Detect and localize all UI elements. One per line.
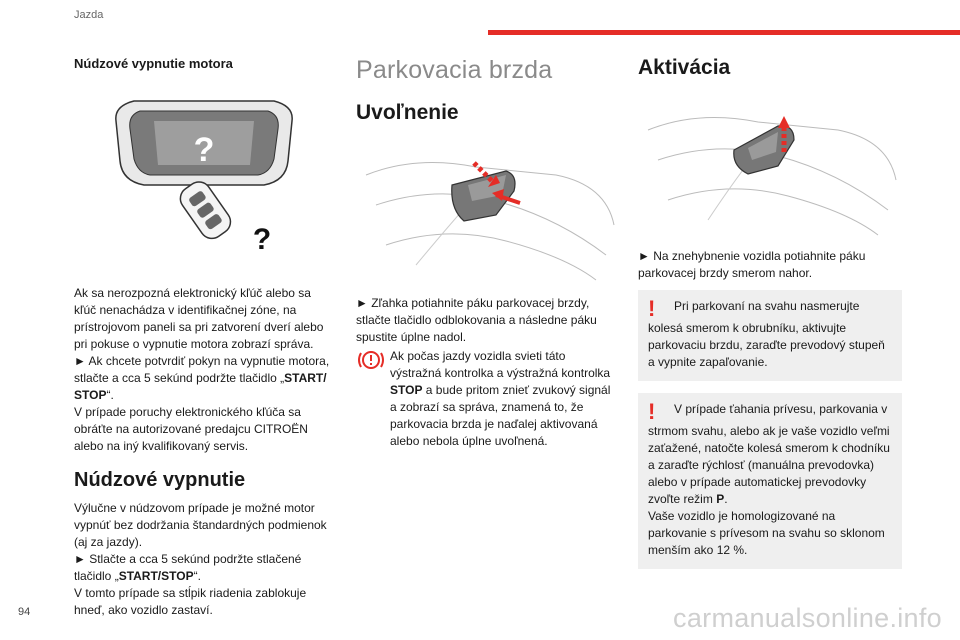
brake-activation-illustration [638, 100, 902, 236]
para-pull-lever: ► Na znehybnenie vozidla potiahnite páku parkovacej brzdy smerom nahor. [638, 249, 866, 280]
heading-emergency-engine-stop: Núdzové vypnutie motora [74, 56, 233, 71]
question-mark-glyph: ? [193, 131, 215, 169]
heading-emergency-stop: Núdzové vypnutie [74, 469, 246, 491]
key-question-mark-glyph: ? [252, 223, 272, 256]
para-key-fault: V prípade poruchy elektronického kľúča sa obráťte na autorizované predajcu CITROËN alebo na iný kvalifikovaný servis. [74, 405, 308, 453]
car-key-illustration [74, 81, 330, 261]
column-emergency-stop [74, 56, 330, 619]
column-activation [638, 56, 902, 569]
para-steering-lock: V tomto prípade sa stĺpik riadenia zablokuje hneď, ako vozidlo zastaví. [74, 586, 307, 617]
section-title-parking-brake: Parkovacia brzda [356, 56, 553, 84]
note-trailer-parking: ! V prípade ťahania prívesu, parkovania v strmom svahu, alebo ak je vaše vozidlo veľmi zaťažené, natočte kolesá smerom k chodníku a zaraďte rýchlosť (manuálna prevodovka) alebo v prípade automatickej prevodovky zvoľte režim P. Vaše vozidlo je homologizované na parkovanie s prívesom na svahu so sklonom menším ako 12 %. [638, 393, 902, 569]
warning-exclamation-icon: ! [648, 296, 656, 321]
para-key-not-detected: Ak sa nerozpozná elektronický kľúč alebo sa kľúč nenachádza v identifikačnej zóne, na prístrojovom paneli sa pri zatvorení dverí alebo pri pokuse o vypnutie motora zobrazí správa. [74, 286, 324, 351]
heading-activation: Aktivácia [638, 56, 731, 79]
brake-release-illustration [356, 145, 618, 285]
note-slope-text: Pri parkovaní na svahu nasmerujte kolesá smerom k obrubníku, aktivujte parkovaciu brzdu, zaraďte prevodový stupeň a vypnite zapaľovanie. [648, 299, 885, 369]
warning-block [356, 348, 618, 450]
para-emergency-only: Výlučne v núdzovom prípade je možné motor vypnúť bez dodržania štandardných podmienok (aj za jazdy). [74, 501, 327, 549]
header-accent-bar [488, 30, 960, 35]
brake-warning-light-icon [356, 348, 390, 377]
para-press-start-stop: ► Stlačte a cca 5 sekúnd podržte stlačené tlačidlo „START/STOP“. [74, 552, 302, 583]
para-warning-light: Ak počas jazdy vozidla svieti táto výstražná kontrolka a výstražná kontrolka STOP a bude pritom znieť zvukový signál a zobrazí sa správa, znamená to, že parkovacia brzda je naďalej aktivovaná alebo nebola úplne uvoľnená. [390, 349, 611, 448]
warning-exclamation-icon: ! [648, 399, 656, 424]
para-release-lever: ► Zľahka potiahnite páku parkovacej brzdy, stlačte tlačidlo odblokovania a následne páku spustite úplne nadol. [356, 296, 597, 344]
heading-release: Uvoľnenie [356, 101, 459, 124]
note-slope-parking [638, 290, 902, 381]
watermark: carmanualsonline.info [673, 603, 942, 633]
column-parking-brake [356, 56, 618, 450]
page-number: 94 [18, 606, 31, 618]
para-confirm-stop: ► Ak chcete potvrdiť pokyn na vypnutie motora, stlačte a cca 5 sekúnd podržte tlačidlo „START/ STOP“. [74, 354, 330, 402]
running-header: Jazda [74, 9, 104, 21]
note-homologation-text: Vaše vozidlo je homologizované na parkovanie s prívesom na svahu so sklonom menším ako 12 %. [648, 509, 885, 557]
